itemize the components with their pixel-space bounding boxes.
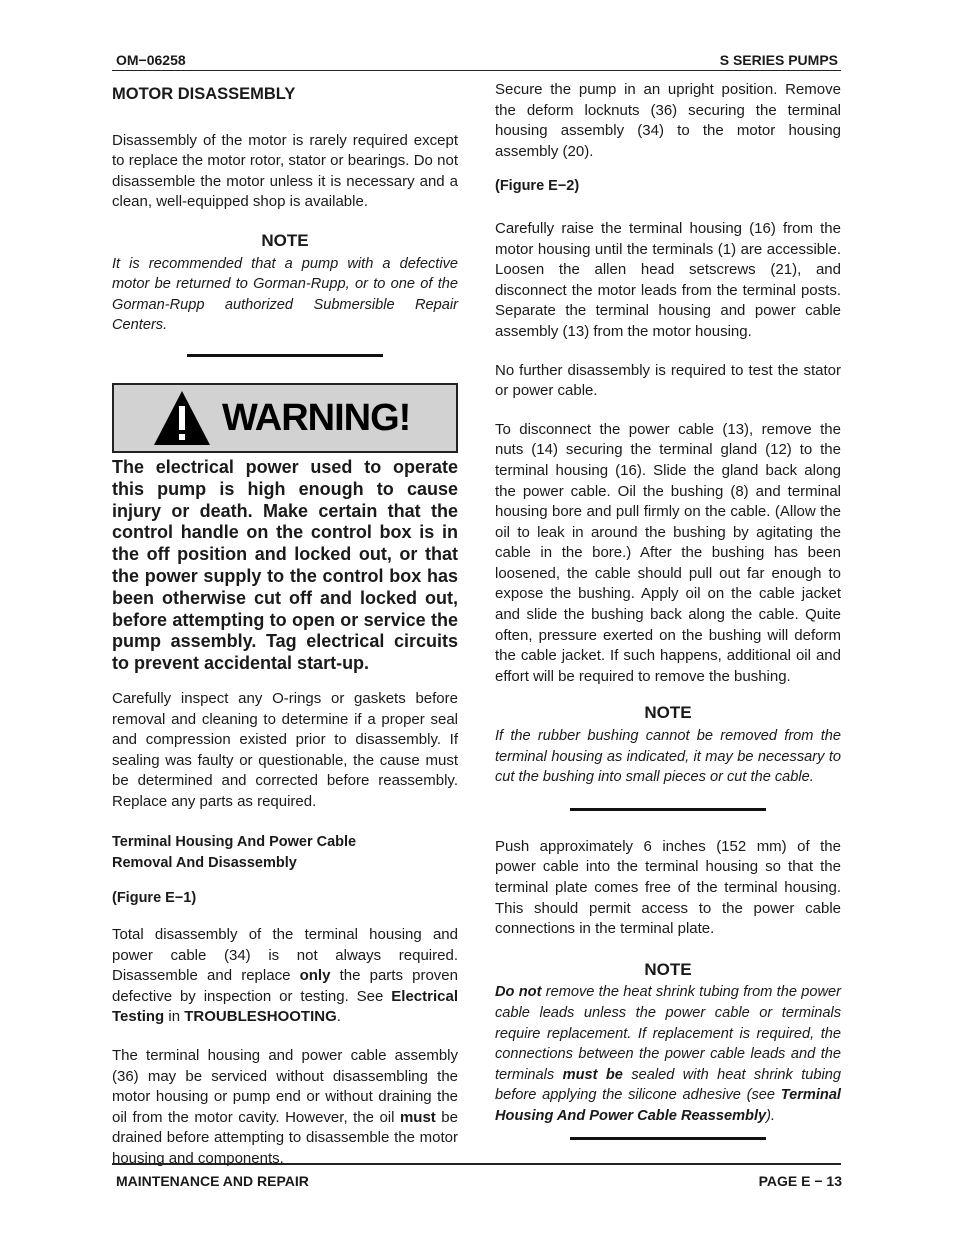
figure-reference: (Figure E−1) <box>112 890 197 907</box>
note-block <box>112 231 458 336</box>
total-disassembly-paragraph: Total disassembly of the terminal housing and power cable (34) is not always required. Disassemble and replace only the parts proven defective by inspection or testing. See Electrical Testing in TROUBLESHOOTING. <box>112 926 458 1026</box>
warning-triangle-icon <box>152 388 212 448</box>
motor-disassembly-paragraph: Disassembly of the motor is rarely required except to replace the motor rotor, stator or bearings. Do not disassemble the motor unless it is necessary and a clean, well-equipped shop is available. <box>112 131 458 211</box>
note-title: NOTE <box>644 703 692 723</box>
right-column <box>495 80 841 1166</box>
section-heading: MOTOR DISASSEMBLY <box>112 85 296 103</box>
inspect-paragraph: Carefully inspect any O-rings or gaskets before removal and cleaning to determine if a proper seal and compression existed prior to disassembly. If sealing was faulty or questionable, the cause must be determined and corrected before reassembly. Replace any parts as required. <box>112 689 458 810</box>
footer-section-title: MAINTENANCE AND REPAIR <box>116 1173 309 1189</box>
note-separator <box>187 354 383 357</box>
subsection-heading-line1: Terminal Housing And Power Cable <box>112 834 357 851</box>
terminal-assembly-paragraph: The terminal housing and power cable assembly (36) may be serviced without disassembling the motor housing or pump end or without draining the oil from the motor cavity. However, the oil must be drained before attempting to disassemble the motor housing and components. <box>112 1047 458 1167</box>
note-separator <box>570 808 766 811</box>
header-doc-number: OM−06258 <box>116 52 186 68</box>
header-series-title: S SERIES PUMPS <box>719 52 838 68</box>
note-title: NOTE <box>261 230 309 250</box>
note-separator <box>570 1137 766 1140</box>
raise-terminal-paragraph: Carefully raise the terminal housing (16) from the motor housing until the terminals (1) are accessible. Loosen the allen head setscrews (21), and disconnect the motor leads from the terminal posts. Separate the terminal housing and power cable assembly (13) from the motor housing. <box>495 219 841 340</box>
warning-body: The electrical power used to operate this pump is high enough to cause injury or death. Make certain that the control handle on the control box is in the off position and locked out, or that the power supply to the control box has been otherwise cut off and locked out, before attempting to open or service the pump assembly. Tag electrical circuits to prevent accidental start-up. <box>112 456 458 674</box>
footer-page-number: PAGE E − 13 <box>758 1173 842 1189</box>
footer-rule <box>112 1163 841 1165</box>
warning-banner <box>112 383 458 453</box>
note-title: NOTE <box>644 959 692 979</box>
note-body: It is recommended that a pump with a defective motor be returned to Gorman-Rupp, or to one of the Gorman-Rupp authorized Submersible Repair Centers. <box>112 255 458 334</box>
push-cable-paragraph: Push approximately 6 inches (152 mm) of the power cable into the terminal housing so that the terminal plate comes free of the terminal housing. This should permit access to the power cable connections in the terminal plate. <box>495 837 841 938</box>
subsection-heading-line2: Removal And Disassembly <box>112 855 297 872</box>
disconnect-cable-paragraph: To disconnect the power cable (13), remove the nuts (14) securing the terminal gland (12) to the terminal housing (16). Slide the gland back along the power cable. Oil the bushing (8) and terminal housing bore and pull firmly on the cable. (Allow the oil to leak in around the bushing by agitating the cable in the bore.) After the bushing has been loosened, the cable should pull out far enough to expose the bushing. Apply oil on the cable jacket and slide the bushing back along the cable. Quite often, pressure exerted on the bushing will deform the cable jacket. If such happens, additional oil and effort will be required to remove the bushing. <box>495 420 841 685</box>
warning-label: WARNING! <box>222 396 411 439</box>
note-body: If the rubber bushing cannot be removed from the terminal housing as indicated, it may be necessary to cut the bushing into small pieces or cut the cable. <box>495 728 841 786</box>
note-body: Do not remove the heat shrink tubing from the power cable leads unless the power cable or terminals require replacement. If replacement is required, the connections between the power cable leads and the terminals must be sealed with heat shrink tubing before applying the silicone adhesive (see Terminal Housing And Power Cable Reassembly). <box>495 984 841 1124</box>
figure-reference: (Figure E−2) <box>495 178 580 195</box>
header-rule <box>112 70 841 71</box>
left-column <box>112 82 458 1188</box>
note-block <box>495 703 841 787</box>
no-further-disassembly-paragraph: No further disassembly is required to test the stator or power cable. <box>495 361 841 400</box>
subsection-heading <box>112 832 458 874</box>
secure-pump-paragraph: Secure the pump in an upright position. Remove the deform locknuts (36) securing the terminal housing assembly (34) to the motor housing assembly (20). <box>495 81 841 160</box>
note-block <box>495 960 841 1127</box>
